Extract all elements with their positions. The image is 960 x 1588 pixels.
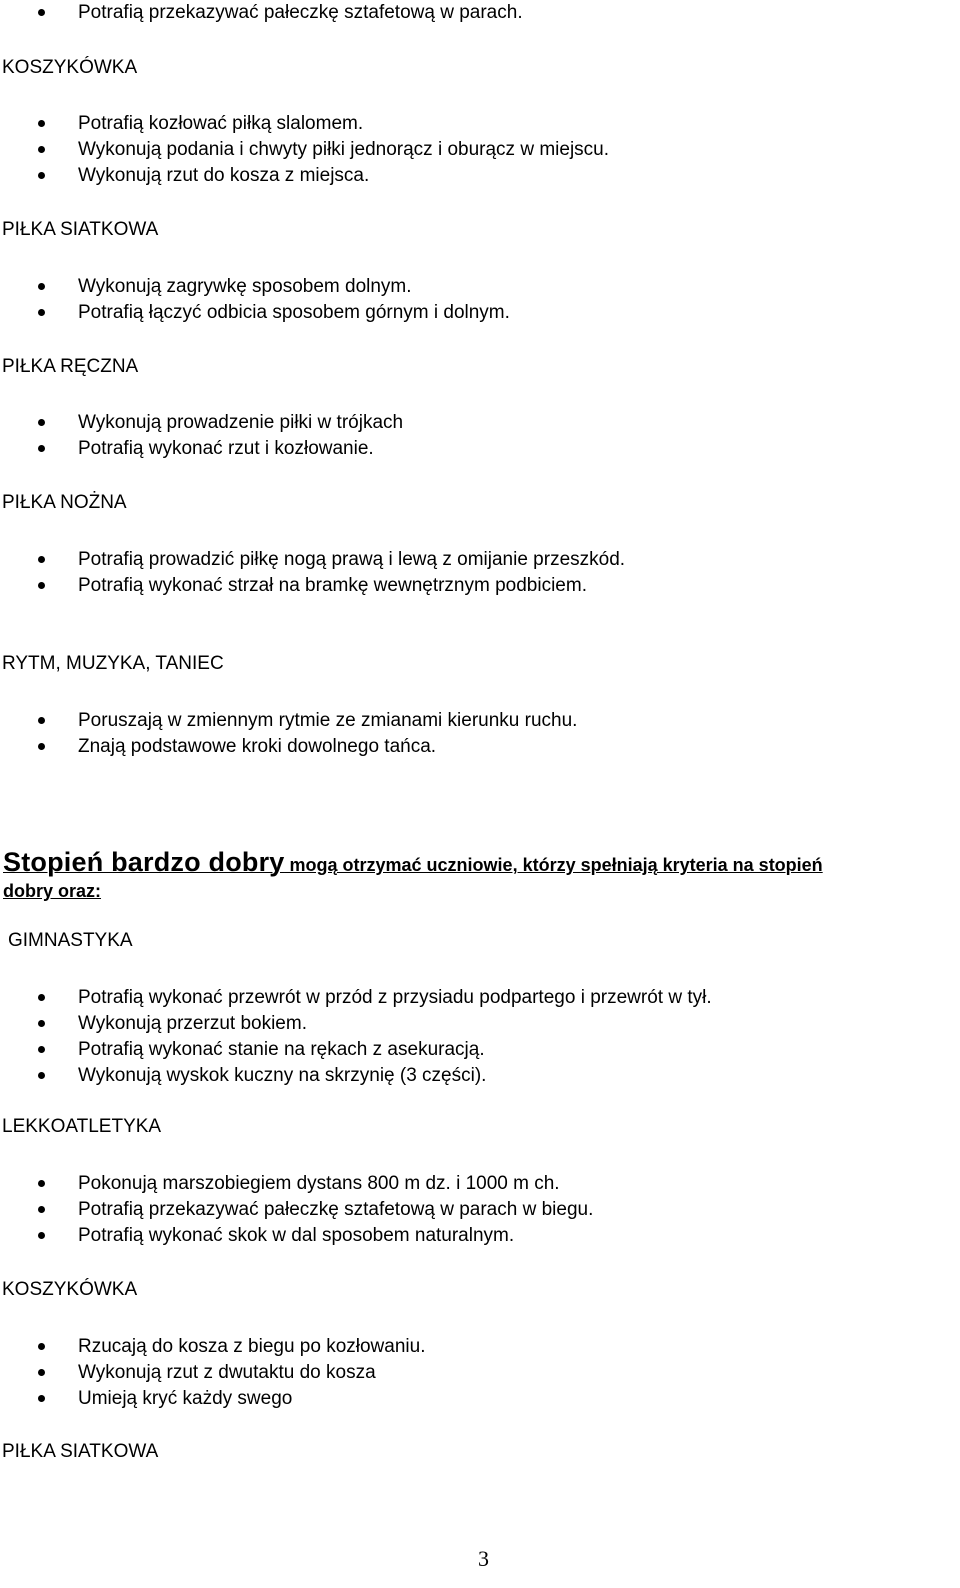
bullet	[38, 1232, 45, 1239]
bullet	[38, 1206, 45, 1213]
bullet	[38, 419, 45, 426]
page-number: 3	[478, 1546, 489, 1571]
bullet	[38, 283, 45, 290]
section-heading-rytm: RYTM, MUZYKA, TANIEC	[2, 653, 224, 674]
bullet	[38, 1020, 45, 1027]
list-item: Wykonują podania i chwyty piłki jednorącz i oburącz w miejscu.	[78, 139, 610, 160]
bullet	[38, 120, 45, 127]
section-heading-nozna: PIŁKA NOŻNA	[2, 492, 127, 513]
list-item: Wykonują prowadzenie piłki w trójkach	[78, 412, 404, 433]
section-heading-siatkowa: PIŁKA SIATKOWA	[2, 219, 159, 240]
bullet	[38, 582, 45, 589]
list-item: Poruszają w zmiennym rytmie ze zmianami kierunku ruchu.	[78, 710, 578, 731]
bullet	[38, 146, 45, 153]
bullet	[38, 556, 45, 563]
list-item: Potrafią łączyć odbicia sposobem górnym i dolnym.	[78, 302, 510, 323]
list-item: Potrafią przekazywać pałeczkę sztafetową w parach.	[78, 2, 523, 23]
bullet	[38, 1180, 45, 1187]
bullet	[38, 717, 45, 724]
list-item: Wykonują przerzut bokiem.	[78, 1013, 307, 1034]
list-item: Potrafią wykonać stanie na rękach z asekuracją.	[78, 1039, 485, 1060]
grade-description-continued: dobry oraz:	[3, 881, 102, 901]
bullet	[38, 743, 45, 750]
list-item: Wykonują rzut do kosza z miejsca.	[78, 165, 370, 186]
list-item: Wykonują wyskok kuczny na skrzynię (3 części).	[78, 1065, 487, 1086]
grade-title: Stopień bardzo dobry	[3, 847, 285, 877]
bullet	[38, 1046, 45, 1053]
list-item: Potrafią prowadzić piłkę nogą prawą i lewą z omijanie przeszkód.	[78, 549, 626, 570]
grade-description: mogą otrzymać uczniowie, którzy spełniają kryteria na stopień	[284, 855, 823, 875]
section-heading-reczna: PIŁKA RĘCZNA	[2, 356, 139, 377]
section-heading-koszykowka: KOSZYKÓWKA	[2, 1279, 138, 1300]
section-heading-koszykowka: KOSZYKÓWKA	[2, 57, 138, 78]
list-item: Znają podstawowe kroki dowolnego tańca.	[78, 736, 437, 757]
list-item: Potrafią przekazywać pałeczkę sztafetową w parach w biegu.	[78, 1199, 594, 1220]
bullet	[38, 994, 45, 1001]
bullet	[38, 309, 45, 316]
bullet	[38, 445, 45, 452]
bullet	[38, 1395, 45, 1402]
section-heading-gimnastyka: GIMNASTYKA	[8, 930, 133, 951]
bullet	[38, 1369, 45, 1376]
bullet	[38, 9, 45, 16]
list-item: Potrafią wykonać rzut i kozłowanie.	[78, 438, 374, 459]
section-heading-siatkowa: PIŁKA SIATKOWA	[2, 1441, 159, 1462]
list-item: Potrafią wykonać strzał na bramkę wewnętrznym podbiciem.	[78, 575, 587, 596]
list-item: Pokonują marszobiegiem dystans 800 m dz. i 1000 m ch.	[78, 1173, 560, 1194]
list-item: Wykonują zagrywkę sposobem dolnym.	[78, 276, 412, 297]
section-heading-lekkoatletyka: LEKKOATLETYKA	[2, 1116, 162, 1137]
list-item: Potrafią kozłować piłką slalomem.	[78, 113, 364, 134]
list-item: Potrafią wykonać skok w dal sposobem naturalnym.	[78, 1225, 515, 1246]
list-item: Potrafią wykonać przewrót w przód z przysiadu podpartego i przewrót w tył.	[78, 987, 712, 1008]
list-item: Umieją kryć każdy swego	[78, 1388, 293, 1409]
grade-heading	[3, 846, 823, 883]
bullet	[38, 1343, 45, 1350]
bullet	[38, 1072, 45, 1079]
list-item: Wykonują rzut z dwutaktu do kosza	[78, 1362, 376, 1383]
bullet	[38, 172, 45, 179]
list-item: Rzucają do kosza z biegu po kozłowaniu.	[78, 1336, 426, 1357]
